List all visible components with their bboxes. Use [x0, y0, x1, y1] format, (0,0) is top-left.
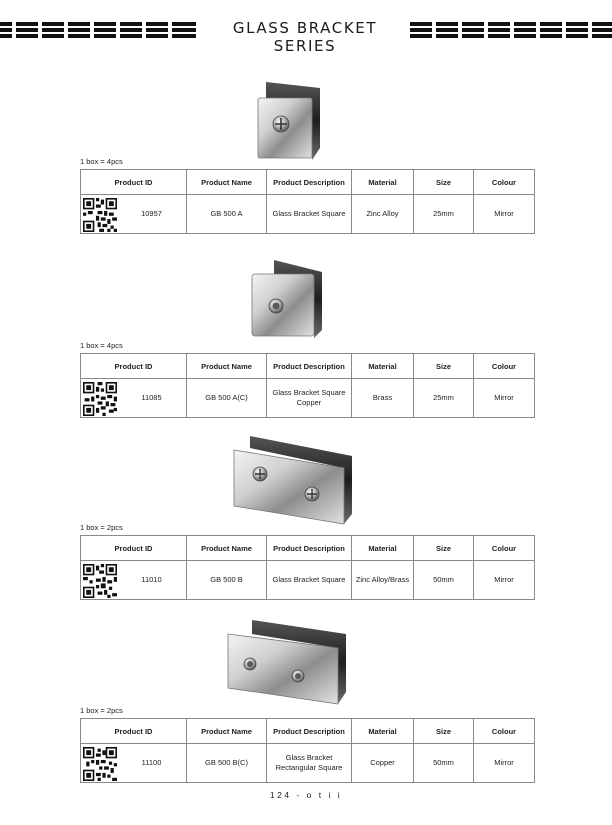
product-name: GB 500 A — [187, 195, 267, 234]
col-header-product-name: Product Name — [187, 354, 267, 379]
product-size: 25mm — [414, 379, 474, 418]
page-title: GLASS BRACKET SERIES — [232, 19, 378, 55]
col-header-material: Material — [352, 719, 414, 744]
col-header-product-name: Product Name — [187, 719, 267, 744]
table-header-row — [81, 354, 535, 379]
col-header-colour: Colour — [474, 536, 535, 561]
product-name: GB 500 A(C) — [187, 379, 267, 418]
spec-table-4 — [80, 718, 535, 783]
product-description: Glass Bracket Square — [267, 561, 352, 600]
col-header-colour: Colour — [474, 719, 535, 744]
box-quantity-note: 1 box = 2pcs — [80, 523, 123, 532]
table-row — [81, 195, 535, 234]
table-header-row — [81, 170, 535, 195]
page-header — [0, 18, 612, 55]
col-header-product-name: Product Name — [187, 170, 267, 195]
product-id: 11085 — [141, 393, 162, 403]
product-id-cell — [81, 379, 187, 418]
col-header-product-id: Product ID — [81, 170, 187, 195]
product-id-cell — [81, 561, 187, 600]
spec-table-2 — [80, 353, 535, 418]
table-header-row — [81, 536, 535, 561]
col-header-product-description: Product Description — [267, 170, 352, 195]
product-colour: Mirror — [474, 195, 535, 234]
product-material: Brass — [352, 379, 414, 418]
product-photo-11085 — [248, 258, 328, 340]
product-name: GB 500 B(C) — [187, 744, 267, 783]
col-header-product-id: Product ID — [81, 536, 187, 561]
product-colour: Mirror — [474, 379, 535, 418]
spec-table-1 — [80, 169, 535, 234]
qr-code-icon — [83, 747, 117, 781]
qr-code-icon — [83, 564, 117, 598]
col-header-material: Material — [352, 354, 414, 379]
product-description: Glass Bracket Square — [267, 195, 352, 234]
box-quantity-note: 1 box = 4pcs — [80, 341, 123, 350]
header-dash-decoration-left — [0, 22, 200, 38]
table-row — [81, 744, 535, 783]
header-dash-decoration-right — [410, 22, 612, 38]
col-header-product-description: Product Description — [267, 536, 352, 561]
product-material: Zinc Alloy/Brass — [352, 561, 414, 600]
product-material: Copper — [352, 744, 414, 783]
box-quantity-note: 1 box = 4pcs — [80, 157, 123, 166]
col-header-product-name: Product Name — [187, 536, 267, 561]
product-size: 50mm — [414, 744, 474, 783]
col-header-size: Size — [414, 719, 474, 744]
col-header-colour: Colour — [474, 354, 535, 379]
product-description: Glass Bracket Square Copper — [267, 379, 352, 418]
qr-code-icon — [83, 198, 117, 232]
product-id: 10957 — [141, 209, 162, 219]
product-id-cell — [81, 195, 187, 234]
product-description: Glass Bracket Rectangular Square — [267, 744, 352, 783]
col-header-product-description: Product Description — [267, 719, 352, 744]
product-id: 11010 — [141, 575, 162, 585]
spec-table-3 — [80, 535, 535, 600]
page-number: 124 - o t i i — [269, 790, 343, 800]
col-header-colour: Colour — [474, 170, 535, 195]
product-id-cell — [81, 744, 187, 783]
col-header-material: Material — [352, 536, 414, 561]
col-header-product-id: Product ID — [81, 719, 187, 744]
product-photo-11010 — [232, 434, 356, 526]
qr-code-icon — [83, 382, 117, 416]
table-header-row — [81, 719, 535, 744]
col-header-size: Size — [414, 354, 474, 379]
product-colour: Mirror — [474, 744, 535, 783]
product-colour: Mirror — [474, 561, 535, 600]
product-photo-11100 — [224, 618, 350, 706]
product-id: 11100 — [141, 758, 162, 768]
col-header-size: Size — [414, 536, 474, 561]
box-quantity-note: 1 box = 2pcs — [80, 706, 123, 715]
col-header-product-description: Product Description — [267, 354, 352, 379]
product-name: GB 500 B — [187, 561, 267, 600]
product-size: 50mm — [414, 561, 474, 600]
product-photo-10957 — [254, 80, 324, 162]
product-material: Zinc Alloy — [352, 195, 414, 234]
col-header-product-id: Product ID — [81, 354, 187, 379]
product-size: 25mm — [414, 195, 474, 234]
col-header-size: Size — [414, 170, 474, 195]
table-row — [81, 379, 535, 418]
col-header-material: Material — [352, 170, 414, 195]
table-row — [81, 561, 535, 600]
